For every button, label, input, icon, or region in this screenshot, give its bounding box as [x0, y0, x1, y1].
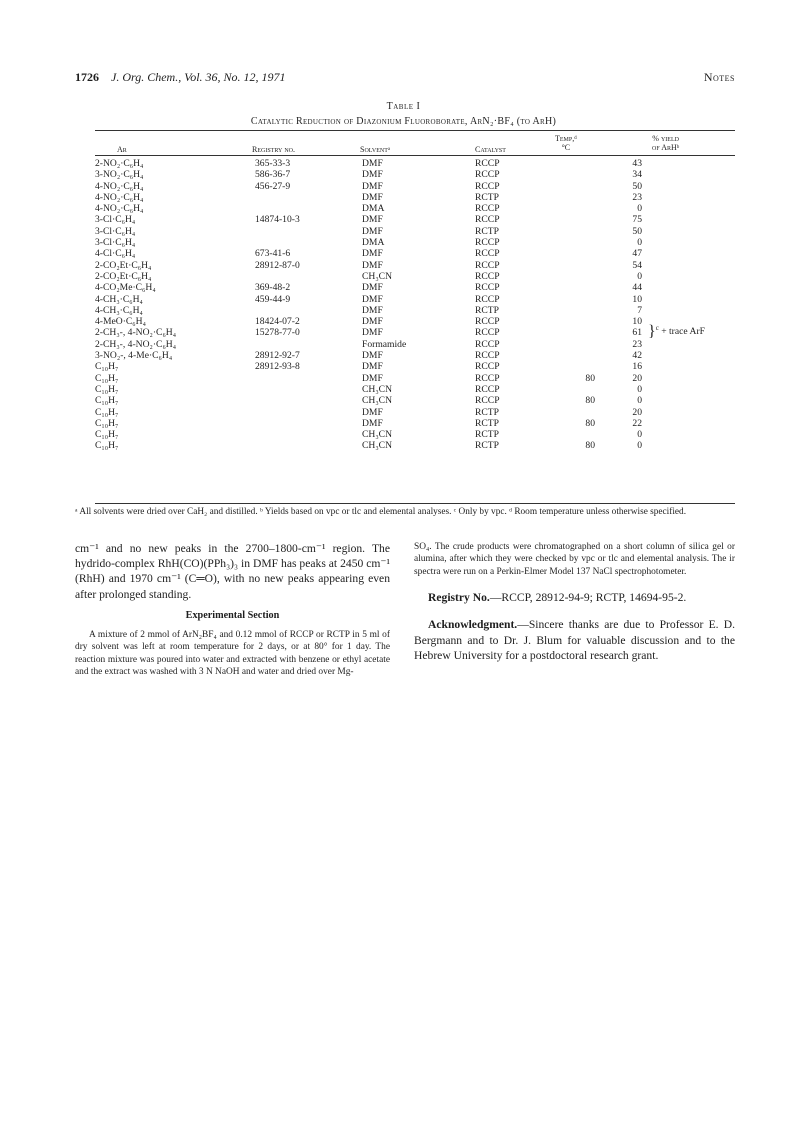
table-footnotes: ᵃ All solvents were dried over CaH₂ and distilled. ᵇ Yields based on vpc or tlc and elemental analyses. ᶜ Only by vpc. ᵈ Room temperature unless otherwise specified.: [75, 507, 687, 517]
cell-yield: 20: [632, 372, 642, 384]
cell-ar: C₁₀H₇: [95, 383, 119, 395]
cell-catalyst: RCCP: [475, 169, 500, 181]
cell-yield: 10: [632, 293, 642, 305]
header-yield: [652, 134, 679, 152]
cell-yield: 50: [632, 225, 642, 237]
header-yield-line1: % yield: [652, 134, 679, 143]
cell-catalyst: RCCP: [475, 350, 500, 362]
cell-solvent: DMA: [362, 203, 385, 215]
cell-yield: 75: [632, 214, 642, 226]
cell-solvent: DMF: [362, 259, 383, 271]
cell-yield: 61: [632, 327, 642, 339]
cell-catalyst: RCCP: [475, 372, 500, 384]
cell-catalyst: RCCP: [475, 270, 500, 282]
cell-ar: C₁₀H₇: [95, 429, 119, 441]
cell-ar: C₁₀H₇: [95, 440, 119, 452]
cell-solvent: CH₃CN: [362, 440, 392, 452]
header-temp-line1: Temp,ᵈ: [555, 134, 577, 143]
running-head: [75, 70, 735, 88]
cell-catalyst: RCTP: [475, 191, 499, 203]
cell-catalyst: RCTP: [475, 429, 499, 441]
right-paragraph-1: SO₄. The crude products were chromatographed on a short column of silica gel or alumina, after which they were checked by vpc or tlc and elemental analysis. The ir spectra were run on a Perkin-Elmer Model 137 NaCl spectrophotometer.: [414, 542, 735, 577]
cell-registry: 15278-77-0: [255, 327, 300, 339]
acknowledgment-text: —Sincere thanks are due to Professor E. D. Bergmann and to Dr. J. Blum for valuable discussion and to the Hebrew University for a postdoctoral research grant.: [414, 618, 735, 662]
cell-solvent: DMF: [362, 225, 383, 237]
cell-catalyst: RCCP: [475, 180, 500, 192]
table-top-rule: [95, 130, 735, 131]
acknowledgment-paragraph: [414, 617, 735, 663]
cell-catalyst: RCCP: [475, 327, 500, 339]
table-row: [95, 339, 735, 350]
cell-ar: 4-MeO·C₆H₄: [95, 316, 146, 328]
cell-catalyst: RCCP: [475, 338, 500, 350]
page-number: 1726: [75, 70, 99, 84]
table-row: [95, 316, 735, 327]
cell-temp: 80: [585, 417, 595, 429]
table-row: [95, 158, 735, 169]
cell-ar: 3-Cl·C₆H₄: [95, 225, 136, 237]
cell-catalyst: RCTP: [475, 417, 499, 429]
table-row: [95, 395, 735, 406]
cell-ar: 4-NO₂·C₆H₄: [95, 191, 144, 203]
cell-solvent: DMF: [362, 180, 383, 192]
cell-catalyst: RCCP: [475, 203, 500, 215]
cell-yield: 0: [637, 270, 642, 282]
table-row: [95, 294, 735, 305]
header-temp-line2: °C: [561, 143, 571, 152]
cell-ar: 2-CH₃-, 4-NO₂·C₆H₄: [95, 338, 177, 350]
cell-registry: 369-48-2: [255, 282, 291, 294]
cell-registry: 459-44-9: [255, 293, 291, 305]
table-row: [95, 384, 735, 395]
cell-registry: 456-27-9: [255, 180, 291, 192]
table-row: [95, 373, 735, 384]
cell-yield: 54: [632, 259, 642, 271]
table-body: [95, 158, 735, 452]
cell-solvent: CH₃CN: [362, 270, 392, 282]
brace-annotation: [648, 323, 705, 341]
header-yield-line2: of ArHᵇ: [652, 143, 680, 152]
cell-catalyst: RCCP: [475, 158, 500, 169]
acknowledgment-label: Acknowledgment.: [428, 618, 518, 632]
table-row: [95, 181, 735, 192]
cell-yield: 47: [632, 248, 642, 260]
registry-label: Registry No.: [428, 591, 490, 605]
cell-solvent: DMF: [362, 327, 383, 339]
cell-yield: 0: [637, 237, 642, 249]
cell-catalyst: RCCP: [475, 248, 500, 260]
cell-ar: 4-NO₂·C₆H₄: [95, 180, 144, 192]
cell-catalyst: RCCP: [475, 361, 500, 373]
cell-solvent: DMF: [362, 361, 383, 373]
cell-ar: C₁₀H₇: [95, 406, 119, 418]
cell-catalyst: RCCP: [475, 214, 500, 226]
cell-ar: 4-CH₃·C₆H₄: [95, 293, 143, 305]
table-row: [95, 407, 735, 418]
cell-solvent: DMF: [362, 282, 383, 294]
cell-solvent: DMF: [362, 304, 383, 316]
cell-ar: 2-NO₂·C₆H₄: [95, 158, 144, 169]
cell-catalyst: RCTP: [475, 440, 499, 452]
registry-text: —RCCP, 28912-94-9; RCTP, 14694-95-2.: [489, 591, 687, 605]
cell-solvent: DMF: [362, 406, 383, 418]
cell-solvent: DMF: [362, 316, 383, 328]
left-paragraph-2: A mixture of 2 mmol of ArN₂BF₄ and 0.12 mmol of RCCP or RCTP in 5 ml of dry solvent was left at room temperature for 2 days, or at 80° for 1 day. The reaction mixture was poured into water and extracted with benzene or ethyl acetate and the extract was washed with 3 N NaOH and water and dried over Mg-: [75, 629, 390, 678]
cell-ar: C₁₀H₇: [95, 372, 119, 384]
table-row: [95, 192, 735, 203]
cell-temp: 80: [585, 395, 595, 407]
table-row: [95, 361, 735, 372]
cell-solvent: DMF: [362, 191, 383, 203]
cell-yield: 22: [632, 417, 642, 429]
table-row: [95, 169, 735, 180]
cell-solvent: CH₃CN: [362, 429, 392, 441]
section-label: Notes: [703, 70, 735, 84]
cell-yield: 20: [632, 406, 642, 418]
table-bottom-rule: [95, 503, 735, 504]
cell-temp: 80: [585, 372, 595, 384]
header-ar: Ar: [117, 145, 127, 154]
table-label: Table I: [386, 101, 421, 112]
table-row: [95, 214, 735, 225]
cell-registry: 28912-87-0: [255, 259, 300, 271]
cell-yield: 0: [637, 203, 642, 215]
table-header-rule: [95, 155, 735, 156]
cell-yield: 16: [632, 361, 642, 373]
cell-yield: 0: [637, 383, 642, 395]
cell-ar: 2-CH₃-, 4-NO₂·C₆H₄: [95, 327, 177, 339]
cell-ar: C₁₀H₇: [95, 361, 119, 373]
table-row: [95, 327, 735, 338]
left-column: [75, 541, 390, 678]
table-row: [95, 237, 735, 248]
cell-ar: 2-CO₂Et·C₆H₄: [95, 270, 152, 282]
cell-solvent: DMF: [362, 214, 383, 226]
cell-registry: 18424-07-2: [255, 316, 300, 328]
cell-ar: 3-NO₂-, 4-Me·C₆H₄: [95, 350, 173, 362]
header-solvent: Solventᵃ: [360, 145, 391, 154]
cell-catalyst: RCCP: [475, 293, 500, 305]
cell-catalyst: RCTP: [475, 225, 499, 237]
table-row: [95, 440, 735, 451]
registry-paragraph: [414, 590, 735, 605]
table-row: [95, 203, 735, 214]
journal-citation: J. Org. Chem., Vol. 36, No. 12, 1971: [111, 70, 286, 84]
cell-ar: C₁₀H₇: [95, 417, 119, 429]
table-row: [95, 248, 735, 259]
cell-solvent: DMF: [362, 293, 383, 305]
cell-registry: 28912-92-7: [255, 350, 300, 362]
cell-catalyst: RCCP: [475, 259, 500, 271]
table-row: [95, 282, 735, 293]
table-row: [95, 429, 735, 440]
cell-yield: 10: [632, 316, 642, 328]
cell-ar: 3-Cl·C₆H₄: [95, 237, 136, 249]
cell-catalyst: RCTP: [475, 304, 499, 316]
cell-catalyst: RCCP: [475, 395, 500, 407]
cell-registry: 586-36-7: [255, 169, 291, 181]
cell-ar: 3-NO₂·C₆H₄: [95, 169, 144, 181]
cell-ar: 4-CO₂Me·C₆H₄: [95, 282, 156, 294]
table-row: [95, 305, 735, 316]
cell-solvent: CH₃CN: [362, 383, 392, 395]
cell-solvent: DMF: [362, 350, 383, 362]
table-row: [95, 418, 735, 429]
left-paragraph-1: cm⁻¹ and no new peaks in the 2700–1800-cm⁻¹ region. The hydrido-complex RhH(CO)(PPh₃)₃ in DMF has peaks at 2450 cm⁻¹ (RhH) and 1970 cm⁻¹ (C═O), with no new peaks appearing even after prolonged standing.: [75, 542, 390, 601]
table-row: [95, 271, 735, 282]
experimental-section-heading: Experimental Section: [185, 609, 280, 621]
cell-temp: 80: [585, 440, 595, 452]
cell-registry: 365-33-3: [255, 158, 291, 169]
brace-superscript: c: [655, 324, 659, 333]
cell-yield: 34: [632, 169, 642, 181]
cell-ar: 4-NO₂·C₆H₄: [95, 203, 144, 215]
cell-catalyst: RCCP: [475, 383, 500, 395]
cell-catalyst: RCCP: [475, 282, 500, 294]
cell-ar: 2-CO₂Et·C₆H₄: [95, 259, 152, 271]
cell-yield: 0: [637, 395, 642, 407]
cell-yield: 43: [632, 158, 642, 169]
table-row: [95, 350, 735, 361]
table-row: [95, 226, 735, 237]
cell-solvent: DMA: [362, 237, 385, 249]
cell-catalyst: RCCP: [475, 316, 500, 328]
cell-yield: 44: [632, 282, 642, 294]
cell-yield: 0: [637, 440, 642, 452]
cell-yield: 50: [632, 180, 642, 192]
brace-note-text: + trace ArF: [661, 326, 705, 338]
cell-catalyst: RCCP: [475, 237, 500, 249]
cell-ar: 4-CH₃·C₆H₄: [95, 304, 143, 316]
cell-registry: 14874-10-3: [255, 214, 300, 226]
cell-yield: 23: [632, 338, 642, 350]
cell-yield: 23: [632, 191, 642, 203]
cell-solvent: DMF: [362, 158, 383, 169]
cell-ar: C₁₀H₇: [95, 395, 119, 407]
header-registry: Registry no.: [252, 145, 296, 154]
cell-ar: 3-Cl·C₆H₄: [95, 214, 136, 226]
cell-solvent: DMF: [362, 169, 383, 181]
brace-glyph: }: [648, 323, 656, 340]
cell-registry: 673-41-6: [255, 248, 291, 260]
right-column: [414, 541, 735, 663]
cell-yield: 7: [637, 304, 642, 316]
cell-yield: 42: [632, 350, 642, 362]
cell-ar: 4-Cl·C₆H₄: [95, 248, 136, 260]
table-row: [95, 260, 735, 271]
cell-solvent: DMF: [362, 248, 383, 260]
cell-catalyst: RCTP: [475, 406, 499, 418]
cell-solvent: CH₃CN: [362, 395, 392, 407]
header-temp: [555, 134, 577, 152]
cell-yield: 0: [637, 429, 642, 441]
table-caption: Catalytic Reduction of Diazonium Fluoroborate, ArN₂·BF₄ (to ArH): [250, 116, 557, 127]
cell-solvent: Formamide: [362, 338, 407, 350]
cell-registry: 28912-93-8: [255, 361, 300, 373]
header-catalyst: Catalyst: [475, 145, 506, 154]
cell-solvent: DMF: [362, 417, 383, 429]
cell-solvent: DMF: [362, 372, 383, 384]
